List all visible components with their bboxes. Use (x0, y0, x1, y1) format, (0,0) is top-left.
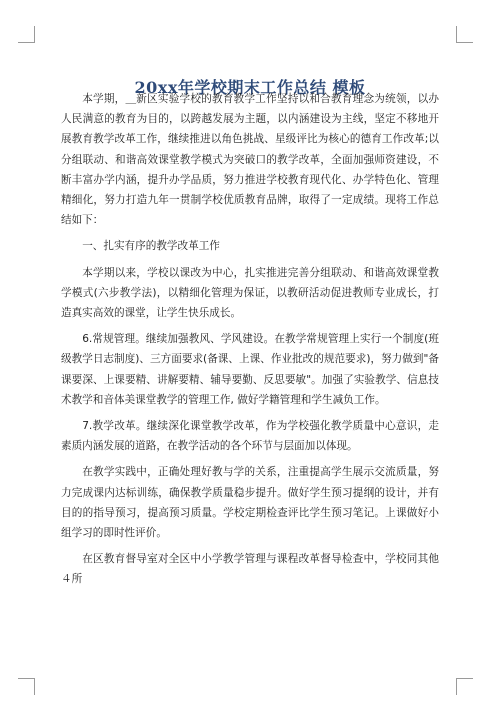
paragraph-intro: 本学期，＿新区实验学校的教育教学工作坚持以和合教育理念为统领，以办人民满意的教育为目的，以跨越发展为主题，以内涵建设为主线，坚定不移地开展教育教学改革工作，继续推进以角色挑战、星级评比为核心的德育工作改革;以分组联动、和谐高效课堂教学模式为突破口的教学改革，全面加强师资建设，不断丰富办学内涵，提升办学品质，努力推进学校教育现代化、办学特色化、管理精细化，努力打造九年一贯制学校优质教育品牌，取得了一定成绩。现将工作总结如下： (61, 93, 439, 227)
document-body (61, 89, 439, 590)
crop-mark-top-left (18, 26, 35, 43)
section-heading-teaching-reform: 一、扎实有序的教学改革工作 (82, 240, 220, 253)
crop-mark-bottom-right (456, 678, 473, 695)
crop-mark-top-right (456, 26, 473, 43)
paragraph-teaching-practice: 在教学实践中，正确处理好教与学的关系，注重提高学生展示交流质量，努力完成课内达标训练，确保教学质量稳步提升。做好学生预习提纲的设计，并有目的的指导预习，提高预习质量。学校定期检查评比学生预习笔记。上课做好小组学习的即时性评价。 (61, 466, 439, 540)
paragraph-inspection: 在区教育督导室对全区中小学教学管理与课程改革督导检查中，学校同其他４所 (61, 553, 439, 586)
paragraph-routine-management: 6.常规管理。继续加强教风、学风建设。在教学常规管理上实行一个制度(班级教学日志制度)、三方面要求(备课、上课、作业批改的规范要求)，努力做到"备课要深、上课要精、讲解要精、辅导要勤、反思要敏"。加强了实验教学、信息技术教学和音体美课堂教学的管理工作, 做好学籍管理和学生减负工作。 (61, 333, 439, 406)
document-title: 20xx年学校期末工作总结 模板 (134, 77, 366, 97)
crop-mark-bottom-left (18, 678, 35, 695)
paragraph-teaching-reform: 7.教学改革。继续深化课堂教学改革，作为学校强化教学质量中心意识，走素质内涵发展的道路，在教学活动的各个环节与层面加以体现。 (61, 420, 439, 453)
paragraph-course-reform: 本学期以来，学校以课改为中心，扎实推进完善分组联动、和谐高效课堂教学模式(六步教学法)，以精细化管理为保证，以教研活动促进教师专业成长，打造真实高效的课堂，让学生快乐成长。 (61, 266, 439, 320)
